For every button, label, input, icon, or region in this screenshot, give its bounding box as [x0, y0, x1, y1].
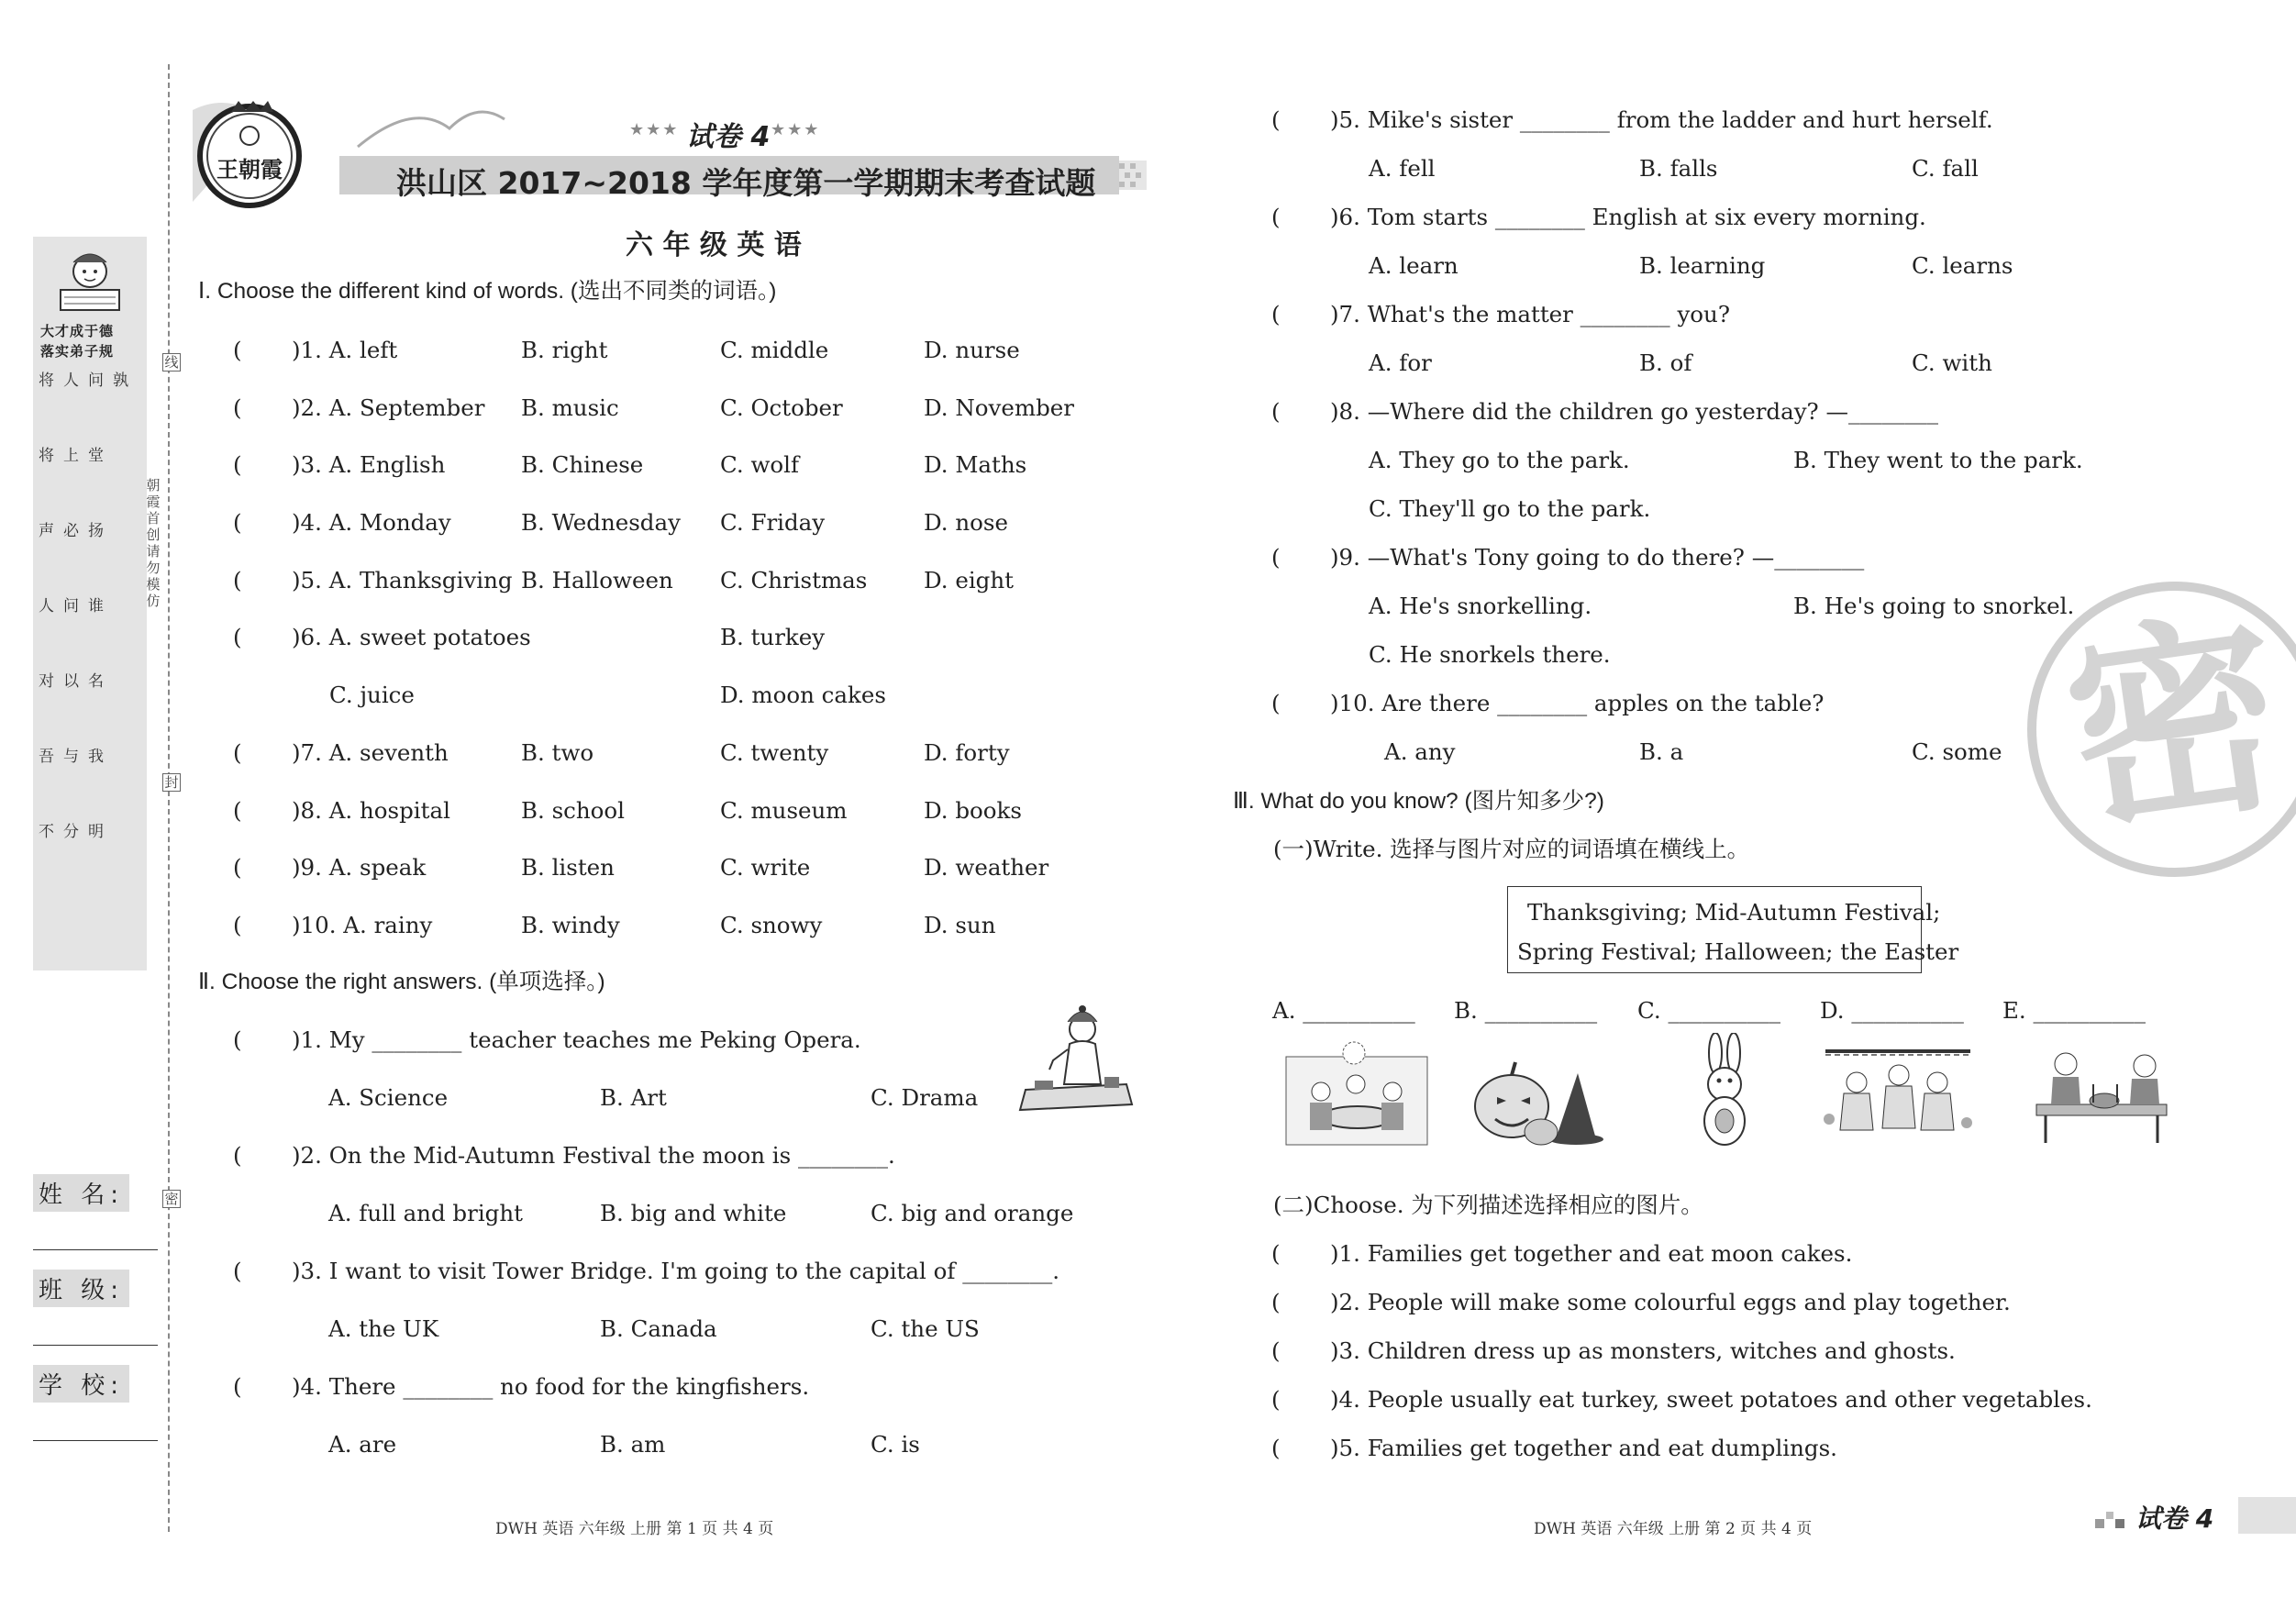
p2-question-stem: )1. My ________ teacher teaches me Peking Opera. — [292, 1026, 861, 1053]
p2-option-c[interactable]: C. the US — [871, 1315, 980, 1342]
p3-statement: )3. Children dress up as monsters, witches and ghosts. — [1330, 1337, 1956, 1364]
footer-right: DWH 英语 六年级 上册 第 2 页 共 4 页 — [1534, 1520, 1813, 1538]
p2-question-stem: )7. What's the matter ________ you? — [1330, 301, 1730, 327]
p1-q6-option-c[interactable]: C. juice — [329, 682, 415, 708]
p2-option-a[interactable]: A. for — [1369, 349, 1432, 376]
p2-option-a[interactable]: A. learn — [1369, 252, 1459, 279]
p3-statement: )2. People will make some colourful eggs and play together. — [1330, 1289, 2011, 1315]
p3-statement: )5. Families get together and eat dumplings. — [1330, 1435, 1837, 1461]
p1-question-option-a: )6. A. sweet potatoes — [292, 624, 531, 650]
p2-option-c[interactable]: C. learns — [1912, 252, 2013, 279]
watermark-char: 密 — [2053, 590, 2296, 862]
school-label: 学 校: — [33, 1365, 129, 1403]
answer-paren[interactable]: ( — [233, 1142, 242, 1169]
p3-statement: )4. People usually eat turkey, sweet potatoes and other vegetables. — [1330, 1386, 2092, 1413]
p2-option-b[interactable]: B. am — [600, 1431, 666, 1458]
answer-paren[interactable]: ( — [1271, 1289, 1281, 1315]
p1-question-option-c[interactable]: B. turkey — [720, 624, 826, 650]
blank-c[interactable]: C. __________ — [1637, 997, 1780, 1024]
answer-paren[interactable]: ( — [1271, 398, 1281, 425]
answer-paren[interactable]: ( — [233, 567, 242, 593]
p2-option-a[interactable]: A. Science — [328, 1084, 449, 1111]
p1-question-option-d[interactable]: D. weather — [924, 854, 1049, 881]
motto-row: 吾与我 — [39, 748, 113, 766]
p2-option-b[interactable]: B. falls — [1639, 155, 1718, 182]
answer-paren[interactable]: ( — [1271, 1337, 1281, 1364]
answer-paren[interactable]: ( — [233, 1026, 242, 1053]
p1-question-option-c[interactable]: C. Friday — [720, 509, 826, 536]
blank-e[interactable]: E. __________ — [2002, 997, 2146, 1024]
binding-mark-line: 线 — [162, 353, 181, 372]
word-box-line1: Thanksgiving; Mid-Autumn Festival; — [1527, 899, 1941, 926]
p1-question-option-a: )9. A. speak — [292, 854, 427, 881]
motto-row: 对以名 — [39, 672, 113, 691]
part2-heading: Ⅱ. Choose the right answers. (单项选择。) — [198, 970, 605, 994]
school-line[interactable] — [33, 1440, 158, 1441]
easter-picture — [1688, 1033, 1761, 1152]
part1-heading: Ⅰ. Choose the different kind of words. (选出不同类的词语。) — [198, 279, 777, 304]
p2-option-c[interactable]: C. Drama — [871, 1084, 979, 1111]
p1-question-option-d[interactable]: D. Maths — [924, 451, 1027, 478]
peking-opera-picture — [1016, 1002, 1136, 1117]
binding-mark-secret: 密 — [162, 1190, 181, 1208]
p2-question-stem: )10. Are there ________ apples on the table? — [1330, 690, 1825, 716]
p3-statement: )1. Families get together and eat moon cakes. — [1330, 1240, 1853, 1267]
p2-option-b[interactable]: B. They went to the park. — [1793, 447, 2083, 473]
motto-columns — [39, 371, 143, 958]
answer-paren[interactable]: ( — [233, 337, 242, 363]
p2-option-c[interactable]: C. some — [1912, 738, 2002, 765]
blank-a[interactable]: A. __________ — [1272, 997, 1415, 1024]
p1-question-option-c[interactable]: C. wolf — [720, 451, 800, 478]
p1-question-option-b[interactable]: B. listen — [521, 854, 615, 881]
p1-question-option-d[interactable]: D. November — [924, 394, 1074, 421]
class-label: 班 级: — [33, 1270, 129, 1307]
p2-option-c[interactable]: C. with — [1912, 349, 1992, 376]
motto-row: 人问谁 — [39, 597, 113, 616]
p1-question-option-d[interactable]: D. eight — [924, 567, 1014, 593]
answer-paren[interactable]: ( — [233, 394, 242, 421]
footer-left: DWH 英语 六年级 上册 第 1 页 共 4 页 — [495, 1520, 774, 1538]
p2-option-a[interactable]: A. They go to the park. — [1369, 447, 1630, 473]
thanksgiving-picture — [2027, 1044, 2178, 1147]
p1-question-option-c[interactable]: C. October — [720, 394, 843, 421]
name-label: 姓 名: — [33, 1174, 129, 1212]
p1-question-option-a: )8. A. hospital — [292, 797, 450, 824]
p2-option-a[interactable]: A. are — [328, 1431, 397, 1458]
subject-title: 六 年 级 英 语 — [626, 229, 802, 261]
p2-question-stem: )3. I want to visit Tower Bridge. I'm going to the capital of ________. — [292, 1258, 1059, 1284]
p2-option-a[interactable]: A. fell — [1369, 155, 1436, 182]
answer-paren[interactable]: ( — [1271, 1240, 1281, 1267]
p1-question-option-c[interactable]: C. museum — [720, 797, 848, 824]
answer-paren[interactable]: ( — [1271, 301, 1281, 327]
p1-question-option-d[interactable]: D. sun — [924, 912, 996, 938]
p1-question-option-b[interactable]: B. Halloween — [521, 567, 673, 593]
footer-corner-band — [2238, 1497, 2296, 1534]
scholar-cartoon-icon — [51, 244, 128, 317]
answer-paren[interactable]: ( — [233, 1258, 242, 1284]
answer-paren[interactable]: ( — [233, 1373, 242, 1400]
motto-row: 将人问孰 — [39, 372, 138, 390]
p2-question-stem: )6. Tom starts ________ English at six every morning. — [1330, 204, 1926, 230]
p1-question-option-c[interactable]: C. Christmas — [720, 567, 868, 593]
answer-paren[interactable]: ( — [1271, 204, 1281, 230]
part3-sub2: (二)Choose. 为下列描述选择相应的图片。 — [1273, 1192, 1703, 1218]
series-label: 试卷 4 — [686, 121, 771, 153]
p1-question-option-a: )3. A. English — [292, 451, 446, 478]
p1-question-option-c[interactable]: C. middle — [720, 337, 829, 363]
motto-row: 将上堂 — [39, 447, 113, 465]
mid-autumn-picture — [1284, 1038, 1429, 1148]
answer-paren[interactable]: ( — [1271, 544, 1281, 571]
p2-option-a[interactable]: A. full and bright — [328, 1200, 523, 1226]
p1-question-option-c[interactable]: C. write — [720, 854, 811, 881]
p2-question-stem: )9. —What's Tony going to do there? —________ — [1330, 544, 1865, 571]
binding-mark-seal: 封 — [162, 773, 181, 792]
p2-option-a[interactable]: A. any — [1384, 738, 1456, 765]
p1-question-option-b[interactable]: B. music — [521, 394, 619, 421]
answer-paren[interactable]: ( — [233, 912, 242, 938]
p1-question-option-a: )4. A. Monday — [292, 509, 451, 536]
p1-question-option-b[interactable]: B. two — [521, 739, 594, 766]
p2-option-b[interactable]: B. Art — [600, 1084, 667, 1111]
p2-option-c[interactable]: C. fall — [1912, 155, 1979, 182]
p2-option-b[interactable]: B. big and white — [600, 1200, 787, 1226]
motto-row: 不分明 — [39, 823, 113, 841]
p1-question-option-a: )10. A. rainy — [292, 912, 433, 938]
p1-question-option-b[interactable]: B. windy — [521, 912, 620, 938]
p1-question-option-d[interactable]: D. books — [924, 797, 1022, 824]
p2-option-b[interactable]: B. of — [1639, 349, 1692, 376]
exam-title: 洪山区 2017~2018 学年度第一学期期末考查试题 — [396, 165, 1096, 201]
p1-question-option-a: )1. A. left — [292, 337, 398, 363]
p2-question-stem: )5. Mike's sister ________ from the ladder and hurt herself. — [1330, 106, 1993, 133]
answer-paren[interactable]: ( — [1271, 1386, 1281, 1413]
blank-b[interactable]: B. __________ — [1454, 997, 1598, 1024]
logo-name: 王朝霞 — [216, 156, 283, 183]
part3-heading: Ⅲ. What do you know? (图片知多少?) — [1233, 789, 1604, 814]
p2-option-c[interactable]: C. is — [871, 1431, 920, 1458]
series-stars-right: ★★★ — [771, 120, 821, 139]
spring-festival-picture — [1820, 1046, 1976, 1147]
word-box-line2: Spring Festival; Halloween; the Easter — [1517, 938, 1959, 965]
p1-question-option-d[interactable]: D. nurse — [924, 337, 1020, 363]
p1-q6-option-d[interactable]: D. moon cakes — [720, 682, 886, 708]
blank-d[interactable]: D. __________ — [1820, 997, 1964, 1024]
motto-top-2: 落实弟子规 — [40, 343, 115, 360]
answer-paren[interactable]: ( — [233, 854, 242, 881]
halloween-picture — [1468, 1055, 1605, 1147]
answer-paren[interactable]: ( — [233, 509, 242, 536]
p1-question-option-c[interactable]: C. snowy — [720, 912, 823, 938]
p2-option-a[interactable]: A. He's snorkelling. — [1369, 593, 1592, 619]
p1-question-option-c[interactable]: C. twenty — [720, 739, 829, 766]
part3-sub1: (一)Write. 选择与图片对应的词语填在横线上。 — [1273, 836, 1750, 862]
motto-panel — [33, 237, 147, 970]
secret-watermark — [2024, 578, 2296, 881]
corner-squares-icon — [2093, 1504, 2130, 1532]
p1-question-option-b[interactable]: B. school — [521, 797, 625, 824]
p2-question-stem: )8. —Where did the children go yesterday? —________ — [1330, 398, 1938, 425]
p1-question-option-a: )7. A. seventh — [292, 739, 449, 766]
answer-paren[interactable]: ( — [1271, 1435, 1281, 1461]
p1-question-option-b[interactable]: B. Chinese — [521, 451, 644, 478]
answer-paren[interactable]: ( — [1271, 106, 1281, 133]
series-stars-left: ★★★ — [629, 120, 680, 139]
p2-option-c[interactable]: C. They'll go to the park. — [1369, 495, 1651, 522]
p2-option-b[interactable]: B. learning — [1639, 252, 1766, 279]
p1-question-option-d[interactable]: D. forty — [924, 739, 1010, 766]
answer-paren[interactable]: ( — [1271, 690, 1281, 716]
answer-paren[interactable]: ( — [233, 797, 242, 824]
p1-question-option-d[interactable]: D. nose — [924, 509, 1008, 536]
p1-question-option-a: )5. A. Thanksgiving — [292, 567, 513, 593]
p2-question-stem: )4. There ________ no food for the kingfishers. — [292, 1373, 810, 1400]
p1-question-option-b[interactable]: B. Wednesday — [521, 509, 681, 536]
p2-question-stem: )2. On the Mid-Autumn Festival the moon is ________. — [292, 1142, 895, 1169]
p2-option-b[interactable]: B. Canada — [600, 1315, 717, 1342]
binding-notice: 朝霞首创 请勿模仿 — [146, 477, 161, 609]
p1-question-option-a: )2. A. September — [292, 394, 485, 421]
answer-paren[interactable]: ( — [233, 624, 242, 650]
p2-option-c[interactable]: C. big and orange — [871, 1200, 1074, 1226]
binding-dashed-line — [168, 64, 170, 1532]
word-box — [1507, 886, 1959, 973]
class-line[interactable] — [33, 1345, 158, 1346]
motto-top-1: 大才成于德 — [40, 323, 115, 339]
name-line[interactable] — [33, 1249, 158, 1250]
p1-question-option-b[interactable]: B. right — [521, 337, 608, 363]
answer-paren[interactable]: ( — [233, 739, 242, 766]
p2-option-b[interactable]: B. a — [1639, 738, 1684, 765]
footer-corner-label: 试卷 4 — [2135, 1503, 2214, 1534]
p2-option-a[interactable]: A. the UK — [328, 1315, 439, 1342]
p2-option-c[interactable]: C. He snorkels there. — [1369, 641, 1611, 668]
p2-option-b[interactable]: B. He's going to snorkel. — [1793, 593, 2075, 619]
motto-row: 声必扬 — [39, 522, 113, 540]
answer-paren[interactable]: ( — [233, 451, 242, 478]
